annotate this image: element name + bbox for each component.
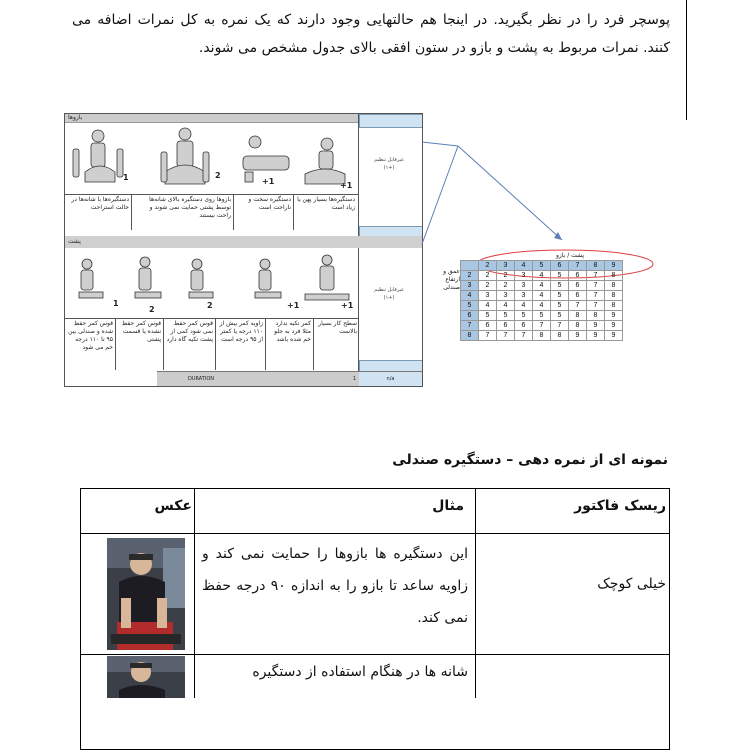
- table-cell: 8: [605, 271, 623, 281]
- header-photo: عکس: [154, 498, 192, 514]
- back-section-header: [65, 238, 358, 246]
- header-example: مثال: [432, 498, 464, 514]
- table-cell: 5: [479, 311, 497, 321]
- duration-cell: DURATION: [157, 371, 245, 387]
- back-score-5: +1: [341, 301, 354, 310]
- back-score-1: 1: [113, 299, 119, 308]
- table-cell: 7: [587, 281, 605, 291]
- section-heading: نمونه ای از نمره دهی – دستگیره صندلی: [392, 452, 668, 468]
- row-header: 2: [461, 271, 479, 281]
- table-cell: 9: [605, 331, 623, 341]
- table-cell: 7: [533, 321, 551, 331]
- table-cell: 5: [551, 291, 569, 301]
- table-cell: 7: [479, 331, 497, 341]
- table-cell: 5: [533, 311, 551, 321]
- table-cell: 5: [551, 301, 569, 311]
- table-cell: 8: [605, 301, 623, 311]
- score-table: [460, 260, 623, 341]
- table-cell: 7: [497, 331, 515, 341]
- table-cell: 6: [569, 291, 587, 301]
- divider: [163, 318, 164, 370]
- divider: [115, 318, 116, 370]
- table-cell: 7: [569, 301, 587, 311]
- table-cell: 9: [587, 321, 605, 331]
- back-score-4: +1: [287, 301, 300, 310]
- row-header: 7: [461, 321, 479, 331]
- table-cell: 7: [587, 291, 605, 301]
- arms-section-label: بازوها: [68, 114, 83, 121]
- chair-photo: [107, 538, 185, 650]
- table-cell: 6: [479, 321, 497, 331]
- arms-adjust-label: غیرقابل تنظیم (+۱): [374, 157, 404, 171]
- divider: [233, 194, 234, 230]
- back-score-2: 2: [149, 305, 155, 314]
- col-header: 6: [551, 261, 569, 271]
- row-header: 3: [461, 281, 479, 291]
- table-cell: 4: [479, 301, 497, 311]
- table-cell: 6: [569, 281, 587, 291]
- table-cell: 3: [515, 291, 533, 301]
- row-divider: [80, 654, 670, 655]
- table-cell: 8: [569, 321, 587, 331]
- back-caption-4: زاویه کمر بیش از ۱۱۰ درجه یا کمتر از ۹۵ درجه است: [219, 320, 263, 343]
- chair-photo: [107, 656, 185, 698]
- table-corner: [461, 261, 479, 271]
- table-cell: 8: [551, 331, 569, 341]
- table-cell: 7: [515, 331, 533, 341]
- table-cell: 8: [605, 281, 623, 291]
- arm-caption-2: بازوها روی دستگیره بالای شانه‌ها توسط پشتی حمایت نمی شوند و راحت نیستند: [149, 196, 231, 219]
- back-caption-1: قوس کمر حفظ شده و صندلی بین ۹۵ تا ۱۱۰ درجه خم می شود: [68, 320, 113, 351]
- example-text: شانه ها در هنگام استفاده از دستگیره: [252, 664, 468, 680]
- na-cell: n/a: [359, 371, 422, 387]
- table-cell: 3: [515, 271, 533, 281]
- table-cell: 5: [551, 271, 569, 281]
- back-caption-6: سطح کار بسیار بالاست: [318, 320, 357, 335]
- back-caption-3: قوس کمر حفظ نمی شود کمی از پشت تکیه گاه دارد: [166, 320, 213, 343]
- table-cell: 5: [551, 281, 569, 291]
- scoring-sheet-figure: [64, 113, 423, 387]
- table-cell: 7: [587, 301, 605, 311]
- divider: [131, 194, 132, 230]
- col-divider: [475, 488, 476, 698]
- divider: [293, 194, 294, 230]
- example-text: این دستگیره ها بازوها را حمایت نمی کند و زاویه ساعد تا بازو را به اندازه ۹۰ درجه حفظ نمی کند.: [202, 546, 468, 626]
- table-cell: 4: [497, 301, 515, 311]
- table-cell: 4: [533, 271, 551, 281]
- table-cell: 9: [569, 331, 587, 341]
- col-header: 7: [569, 261, 587, 271]
- back-score-3: 2: [207, 301, 213, 310]
- arm-score-3: +1: [262, 177, 275, 186]
- table-cell: 9: [587, 331, 605, 341]
- back-section-label: پشت: [68, 238, 81, 245]
- table-cell: 4: [533, 281, 551, 291]
- duration-value-cell: 1: [245, 371, 359, 386]
- arm-score-4: +1: [340, 181, 353, 190]
- arm-score-1: 1: [123, 173, 129, 182]
- table-cell: 8: [533, 331, 551, 341]
- arms-section-header: [65, 114, 358, 123]
- col-header: 4: [515, 261, 533, 271]
- row-divider: [80, 533, 670, 534]
- table-cell: 9: [605, 321, 623, 331]
- table-cell: 8: [605, 291, 623, 301]
- row-header: 4: [461, 291, 479, 301]
- row-header: 8: [461, 331, 479, 341]
- col-header: 8: [587, 261, 605, 271]
- table-cell: 3: [479, 291, 497, 301]
- table-cell: 2: [497, 271, 515, 281]
- table-cell: 5: [497, 311, 515, 321]
- arm-caption-4: دستگیره‌ها بسیار پهن یا زیاد است: [297, 196, 355, 211]
- header-risk-factor: ریسک فاکتور: [574, 498, 666, 514]
- table-cell: 2: [479, 281, 497, 291]
- score-table-row-label: عمق و ارتفاع صندلی: [443, 268, 460, 291]
- table-cell: 5: [515, 311, 533, 321]
- table-cell: 4: [533, 291, 551, 301]
- divider: [265, 318, 266, 370]
- arms-figures: [65, 124, 358, 199]
- col-header: 2: [479, 261, 497, 271]
- col-header: 3: [497, 261, 515, 271]
- col-divider: [194, 488, 195, 698]
- row-header: 5: [461, 301, 479, 311]
- divider: [313, 318, 314, 370]
- col-header: 5: [533, 261, 551, 271]
- example-table: [80, 488, 670, 698]
- table-cell: 8: [569, 311, 587, 321]
- row-header: 6: [461, 311, 479, 321]
- divider: [215, 318, 216, 370]
- arm-caption-1: دستگیره‌ها با شانه‌ها در حالت استراحت: [71, 196, 129, 211]
- score-table-title: پشت / بازو: [556, 252, 585, 259]
- col-header: 9: [605, 261, 623, 271]
- intro-paragraph: پوسچر فرد را در نظر بگیرید. در اینجا هم حالتهایی وجود دارند که یک نمره به کل نمرات اضافه می کنند. نمرات مربوط به پشت و بازو در ستون افقی بالای جدول مشخص می شوند.: [72, 12, 670, 56]
- table-cell: 3: [497, 291, 515, 301]
- table-cell: 2: [497, 281, 515, 291]
- table-cell: 7: [587, 271, 605, 281]
- table-cell: 8: [587, 311, 605, 321]
- back-caption-2: قوس کمر حفظ نشده یا قسمت پشتی: [121, 320, 161, 343]
- table-cell: 6: [515, 321, 533, 331]
- arms-score-box: [359, 114, 423, 128]
- table-cell: 2: [479, 271, 497, 281]
- table-cell: 9: [605, 311, 623, 321]
- risk-level: خیلی کوچک: [597, 576, 666, 592]
- arm-caption-3: دستگیره سخت و ناراحت است: [248, 196, 291, 211]
- page-border-right: [686, 0, 687, 120]
- table-cell: 7: [551, 321, 569, 331]
- table-cell: 6: [497, 321, 515, 331]
- table-cell: 6: [569, 271, 587, 281]
- back-caption-5: کمر تکیه ندارد مثلا فرد به جلو خم شده باشد: [274, 320, 311, 343]
- table-cell: 4: [515, 301, 533, 311]
- arm-score-2: 2: [215, 171, 221, 180]
- table-cell: 5: [551, 311, 569, 321]
- back-adjust-label: غیرقابل تنظیم (+۱): [374, 287, 404, 301]
- table-cell: 4: [533, 301, 551, 311]
- table-cell: 3: [515, 281, 533, 291]
